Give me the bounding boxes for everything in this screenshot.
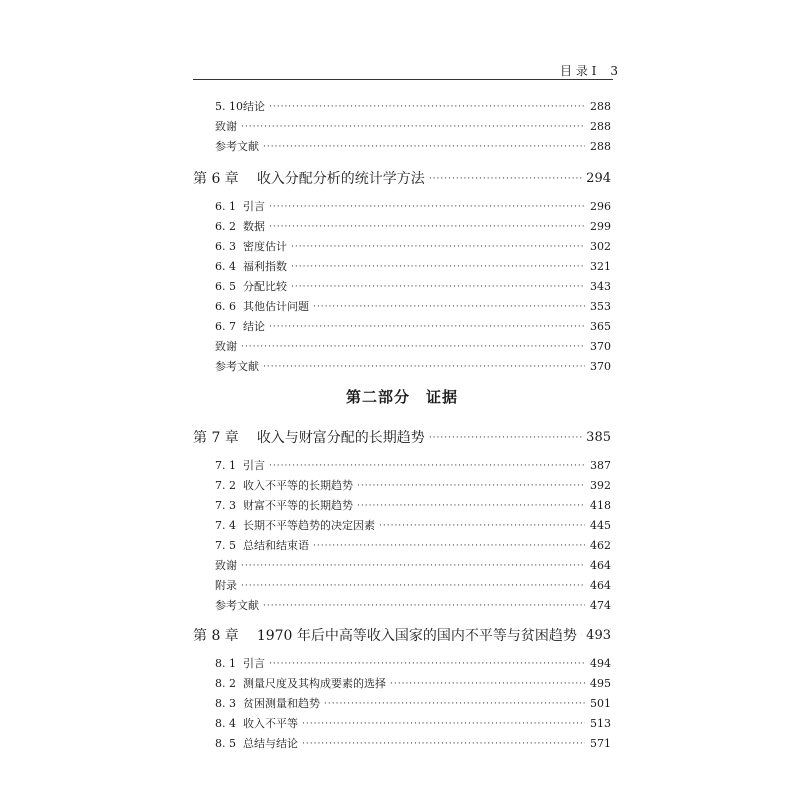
section-entry	[215, 277, 611, 297]
entry-page-number: 294	[586, 171, 611, 186]
entry-page-number: 288	[590, 120, 611, 133]
section-entry	[215, 297, 611, 317]
entry-page-number: 495	[590, 677, 611, 690]
section-entry	[215, 137, 611, 157]
header-rule	[193, 79, 613, 80]
section-entry	[215, 476, 611, 496]
section-entry	[215, 596, 611, 616]
entry-page-number: 385	[586, 430, 611, 445]
dot-leader	[241, 556, 585, 576]
dot-leader	[263, 357, 585, 377]
entry-page-number: 418	[590, 499, 611, 512]
entry-page-number: 571	[590, 737, 611, 750]
entry-title: 引言	[243, 200, 265, 213]
section-entry	[215, 576, 611, 596]
entry-number: 6. 7	[215, 320, 236, 333]
entry-number: 8. 4	[215, 717, 236, 730]
entry-title: 其他估计问题	[243, 300, 309, 313]
dot-leader	[291, 237, 585, 257]
entry-number: 6. 2	[215, 220, 236, 233]
section-entry	[215, 217, 611, 237]
dot-leader	[313, 536, 585, 556]
entry-title: 财富不平等的长期趋势	[243, 499, 353, 512]
dot-leader	[357, 496, 585, 516]
entry-title: 收入分配分析的统计学方法	[256, 171, 425, 187]
dot-leader	[357, 476, 585, 496]
section-entry	[215, 197, 611, 217]
dot-leader	[429, 169, 582, 189]
entry-number: 6. 1	[215, 200, 236, 213]
entry-number: 7. 3	[215, 499, 236, 512]
entry-number: 6. 4	[215, 260, 236, 273]
chapter-entry	[193, 626, 611, 646]
dot-leader	[429, 428, 582, 448]
section-entry	[215, 654, 611, 674]
entry-page-number: 353	[590, 300, 611, 313]
section-entry	[215, 556, 611, 576]
entry-page-number: 392	[590, 479, 611, 492]
dot-leader	[269, 197, 585, 217]
entry-title: 总结与结论	[243, 737, 298, 750]
entry-number: 6. 3	[215, 240, 236, 253]
dot-leader	[302, 714, 585, 734]
section-entry	[215, 237, 611, 257]
running-header	[560, 62, 650, 79]
entry-title: 结论	[243, 320, 265, 333]
section-entry	[215, 516, 611, 536]
section-entry	[215, 496, 611, 516]
entry-title: 收入与财富分配的长期趋势	[256, 430, 425, 446]
entry-title: 附录	[215, 579, 237, 592]
entry-number: 5. 10	[215, 100, 243, 113]
entry-page-number: 464	[590, 559, 611, 572]
entry-page-number: 370	[590, 360, 611, 373]
dot-leader	[291, 257, 585, 277]
dot-leader	[390, 674, 585, 694]
entry-number: 8. 3	[215, 697, 236, 710]
entry-title: 1970 年后中高等收入国家的国内不平等与贫困趋势	[256, 628, 577, 644]
entry-title: 数据	[243, 220, 265, 233]
entry-title: 测量尺度及其构成要素的选择	[243, 677, 386, 690]
entry-number: 8. 1	[215, 657, 236, 670]
section-entry	[215, 734, 611, 754]
entry-page-number: 299	[590, 220, 611, 233]
dot-leader	[324, 694, 585, 714]
entry-page-number: 501	[590, 697, 611, 710]
dot-leader	[269, 97, 585, 117]
entry-number: 第 7 章	[193, 430, 239, 446]
entry-page-number: 445	[590, 519, 611, 532]
entry-number: 7. 1	[215, 459, 236, 472]
dot-leader	[269, 217, 585, 237]
entry-page-number: 296	[590, 200, 611, 213]
part-heading: 第二部分 证据	[345, 388, 458, 406]
entry-number: 8. 5	[215, 737, 236, 750]
entry-number: 6. 5	[215, 280, 236, 293]
entry-title: 长期不平等趋势的决定因素	[243, 519, 375, 532]
dot-leader	[241, 117, 585, 137]
chapter-entry	[193, 169, 611, 189]
entry-page-number: 493	[586, 628, 611, 643]
entry-page-number: 343	[590, 280, 611, 293]
section-entry	[215, 117, 611, 137]
header-page-number: 3	[610, 64, 619, 78]
dot-leader	[291, 277, 585, 297]
entry-number: 第 8 章	[193, 628, 239, 644]
section-entry	[215, 97, 611, 117]
entry-page-number: 370	[590, 340, 611, 353]
entry-number: 8. 2	[215, 677, 236, 690]
dot-leader	[379, 516, 585, 536]
header-label: 目 录 Ⅰ	[560, 64, 597, 78]
entry-page-number: 462	[590, 539, 611, 552]
entry-page-number: 464	[590, 579, 611, 592]
entry-page-number: 302	[590, 240, 611, 253]
section-entry	[215, 694, 611, 714]
entry-page-number: 288	[590, 140, 611, 153]
section-entry	[215, 337, 611, 357]
section-entry	[215, 456, 611, 476]
section-entry	[215, 674, 611, 694]
dot-leader	[241, 576, 585, 596]
entry-title: 参考文献	[215, 360, 259, 373]
section-entry	[215, 536, 611, 556]
entry-title: 引言	[243, 459, 265, 472]
entry-title: 参考文献	[215, 599, 259, 612]
entry-title: 引言	[243, 657, 265, 670]
entry-title: 分配比较	[243, 280, 287, 293]
dot-leader	[269, 654, 585, 674]
entry-title: 参考文献	[215, 140, 259, 153]
entry-title: 致谢	[215, 559, 237, 572]
section-entry	[215, 714, 611, 734]
entry-title: 收入不平等	[243, 717, 298, 730]
entry-title: 致谢	[215, 340, 237, 353]
entry-number: 第 6 章	[193, 171, 239, 187]
section-entry	[215, 317, 611, 337]
entry-number: 7. 5	[215, 539, 236, 552]
entry-number: 7. 4	[215, 519, 236, 532]
dot-leader	[263, 596, 585, 616]
entry-title: 致谢	[215, 120, 237, 133]
dot-leader	[241, 337, 585, 357]
dot-leader	[581, 626, 582, 646]
dot-leader	[313, 297, 585, 317]
dot-leader	[302, 734, 585, 754]
entry-page-number: 321	[590, 260, 611, 273]
section-entry	[215, 257, 611, 277]
entry-page-number: 474	[590, 599, 611, 612]
entry-number: 6. 6	[215, 300, 236, 313]
entry-title: 贫困测量和趋势	[243, 697, 320, 710]
chapter-entry	[193, 428, 611, 448]
entry-title: 密度估计	[243, 240, 287, 253]
entry-title: 收入不平等的长期趋势	[243, 479, 353, 492]
entry-number: 7. 2	[215, 479, 236, 492]
dot-leader	[269, 317, 585, 337]
dot-leader	[263, 137, 585, 157]
entry-title: 结论	[243, 100, 265, 113]
entry-page-number: 288	[590, 100, 611, 113]
entry-page-number: 365	[590, 320, 611, 333]
dot-leader	[269, 456, 585, 476]
entry-title: 福利指数	[243, 260, 287, 273]
entry-page-number: 387	[590, 459, 611, 472]
entry-page-number: 494	[590, 657, 611, 670]
section-entry	[215, 357, 611, 377]
entry-title: 总结和结束语	[243, 539, 309, 552]
entry-page-number: 513	[590, 717, 611, 730]
